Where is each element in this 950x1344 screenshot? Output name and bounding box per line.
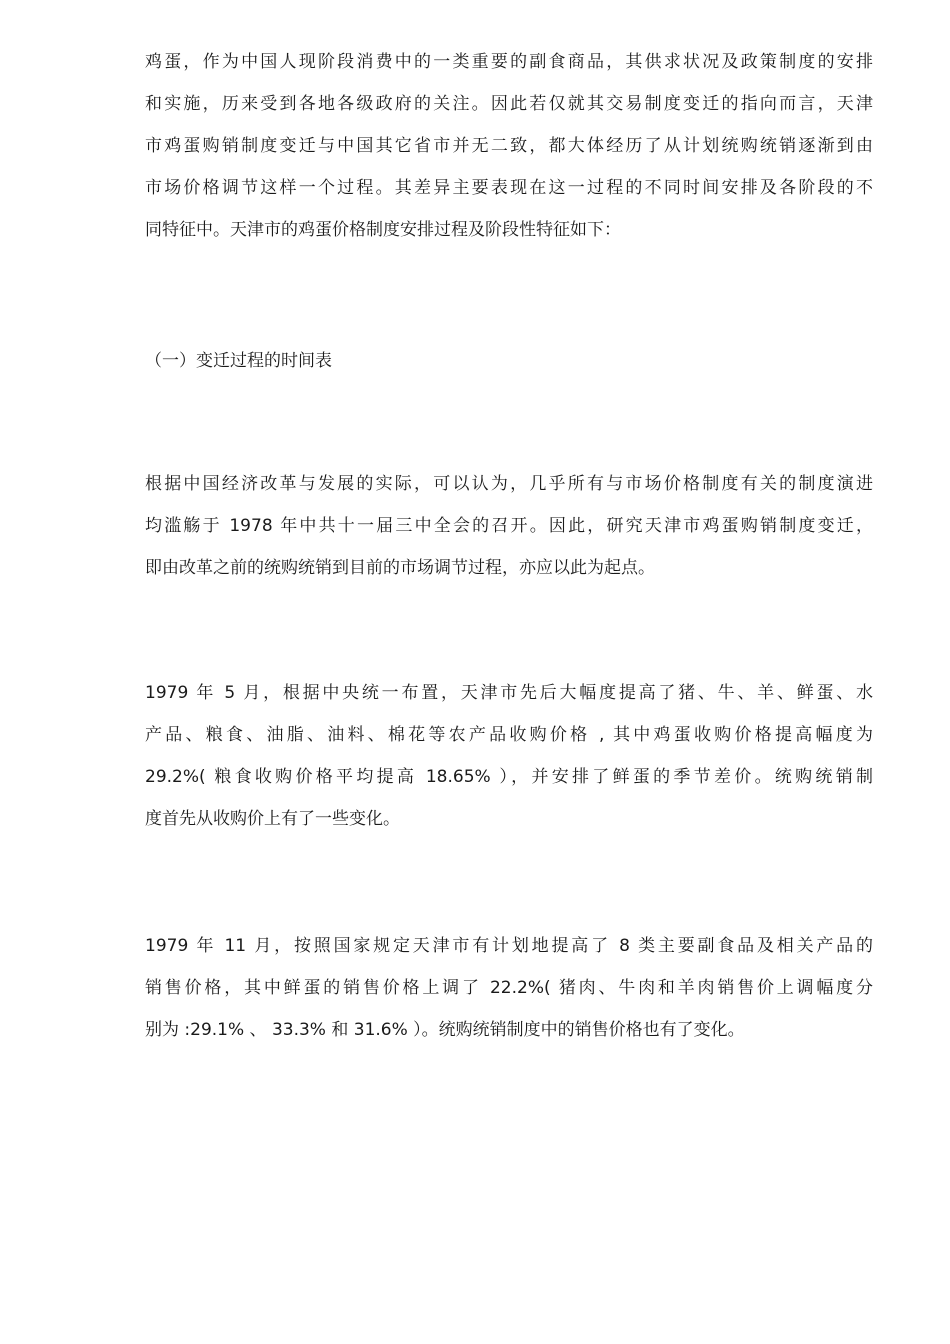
text-line: 均滥觞于 1978 年中共十一届三中全会的召开。因此，研究天津市鸡蛋购销制度变迁， bbox=[145, 516, 873, 536]
text-line: 销售价格，其中鲜蛋的销售价格上调了 22.2%( 猪肉、牛肉和羊肉销售价上调幅度分 bbox=[145, 978, 873, 998]
text-line: 和实施，历来受到各地各级政府的关注。因此若仅就其交易制度变迁的指向而言，天津 bbox=[145, 94, 873, 114]
section-heading: （一）变迁过程的时间表 bbox=[145, 351, 332, 371]
text-line: 同特征中。天津市的鸡蛋价格制度安排过程及阶段性特征如下： bbox=[145, 220, 621, 240]
text-line: 产品、粮食、油脂、油料、棉花等农产品收购价格 , 其中鸡蛋收购价格提高幅度为 bbox=[145, 725, 873, 745]
text-line: 度首先从收购价上有了一些变化。 bbox=[145, 809, 400, 829]
text-line: 根据中国经济改革与发展的实际，可以认为，几乎所有与市场价格制度有关的制度演进 bbox=[145, 474, 873, 494]
text-line: 别为 :29.1% 、 33.3% 和 31.6% ）。统购统销制度中的销售价格也有了变化。 bbox=[145, 1020, 745, 1040]
reform-origin-paragraph bbox=[145, 463, 873, 589]
text-line: 市鸡蛋购销制度变迁与中国其它省市并无二致，都大体经历了从计划统购统销逐渐到由 bbox=[145, 136, 873, 156]
text-line: 市场价格调节这样一个过程。其差异主要表现在这一过程的不同时间安排及各阶段的不 bbox=[145, 178, 873, 198]
text-line: 29.2%( 粮食收购价格平均提高 18.65% ），并安排了鲜蛋的季节差价。统购统销制 bbox=[145, 767, 873, 787]
text-line: 1979 年 11 月，按照国家规定天津市有计划地提高了 8 类主要副食品及相关产品的 bbox=[145, 936, 873, 956]
intro-paragraph bbox=[145, 41, 873, 251]
text-line: 即由改革之前的统购统销到目前的市场调节过程，亦应以此为起点。 bbox=[145, 558, 655, 578]
purchase-price-paragraph bbox=[145, 672, 873, 840]
sales-price-paragraph bbox=[145, 925, 873, 1051]
text-line: 1979 年 5 月，根据中央统一布置，天津市先后大幅度提高了猪、牛、羊、鲜蛋、水 bbox=[145, 683, 873, 703]
text-line: 鸡蛋，作为中国人现阶段消费中的一类重要的副食商品，其供求状况及政策制度的安排 bbox=[145, 52, 873, 72]
